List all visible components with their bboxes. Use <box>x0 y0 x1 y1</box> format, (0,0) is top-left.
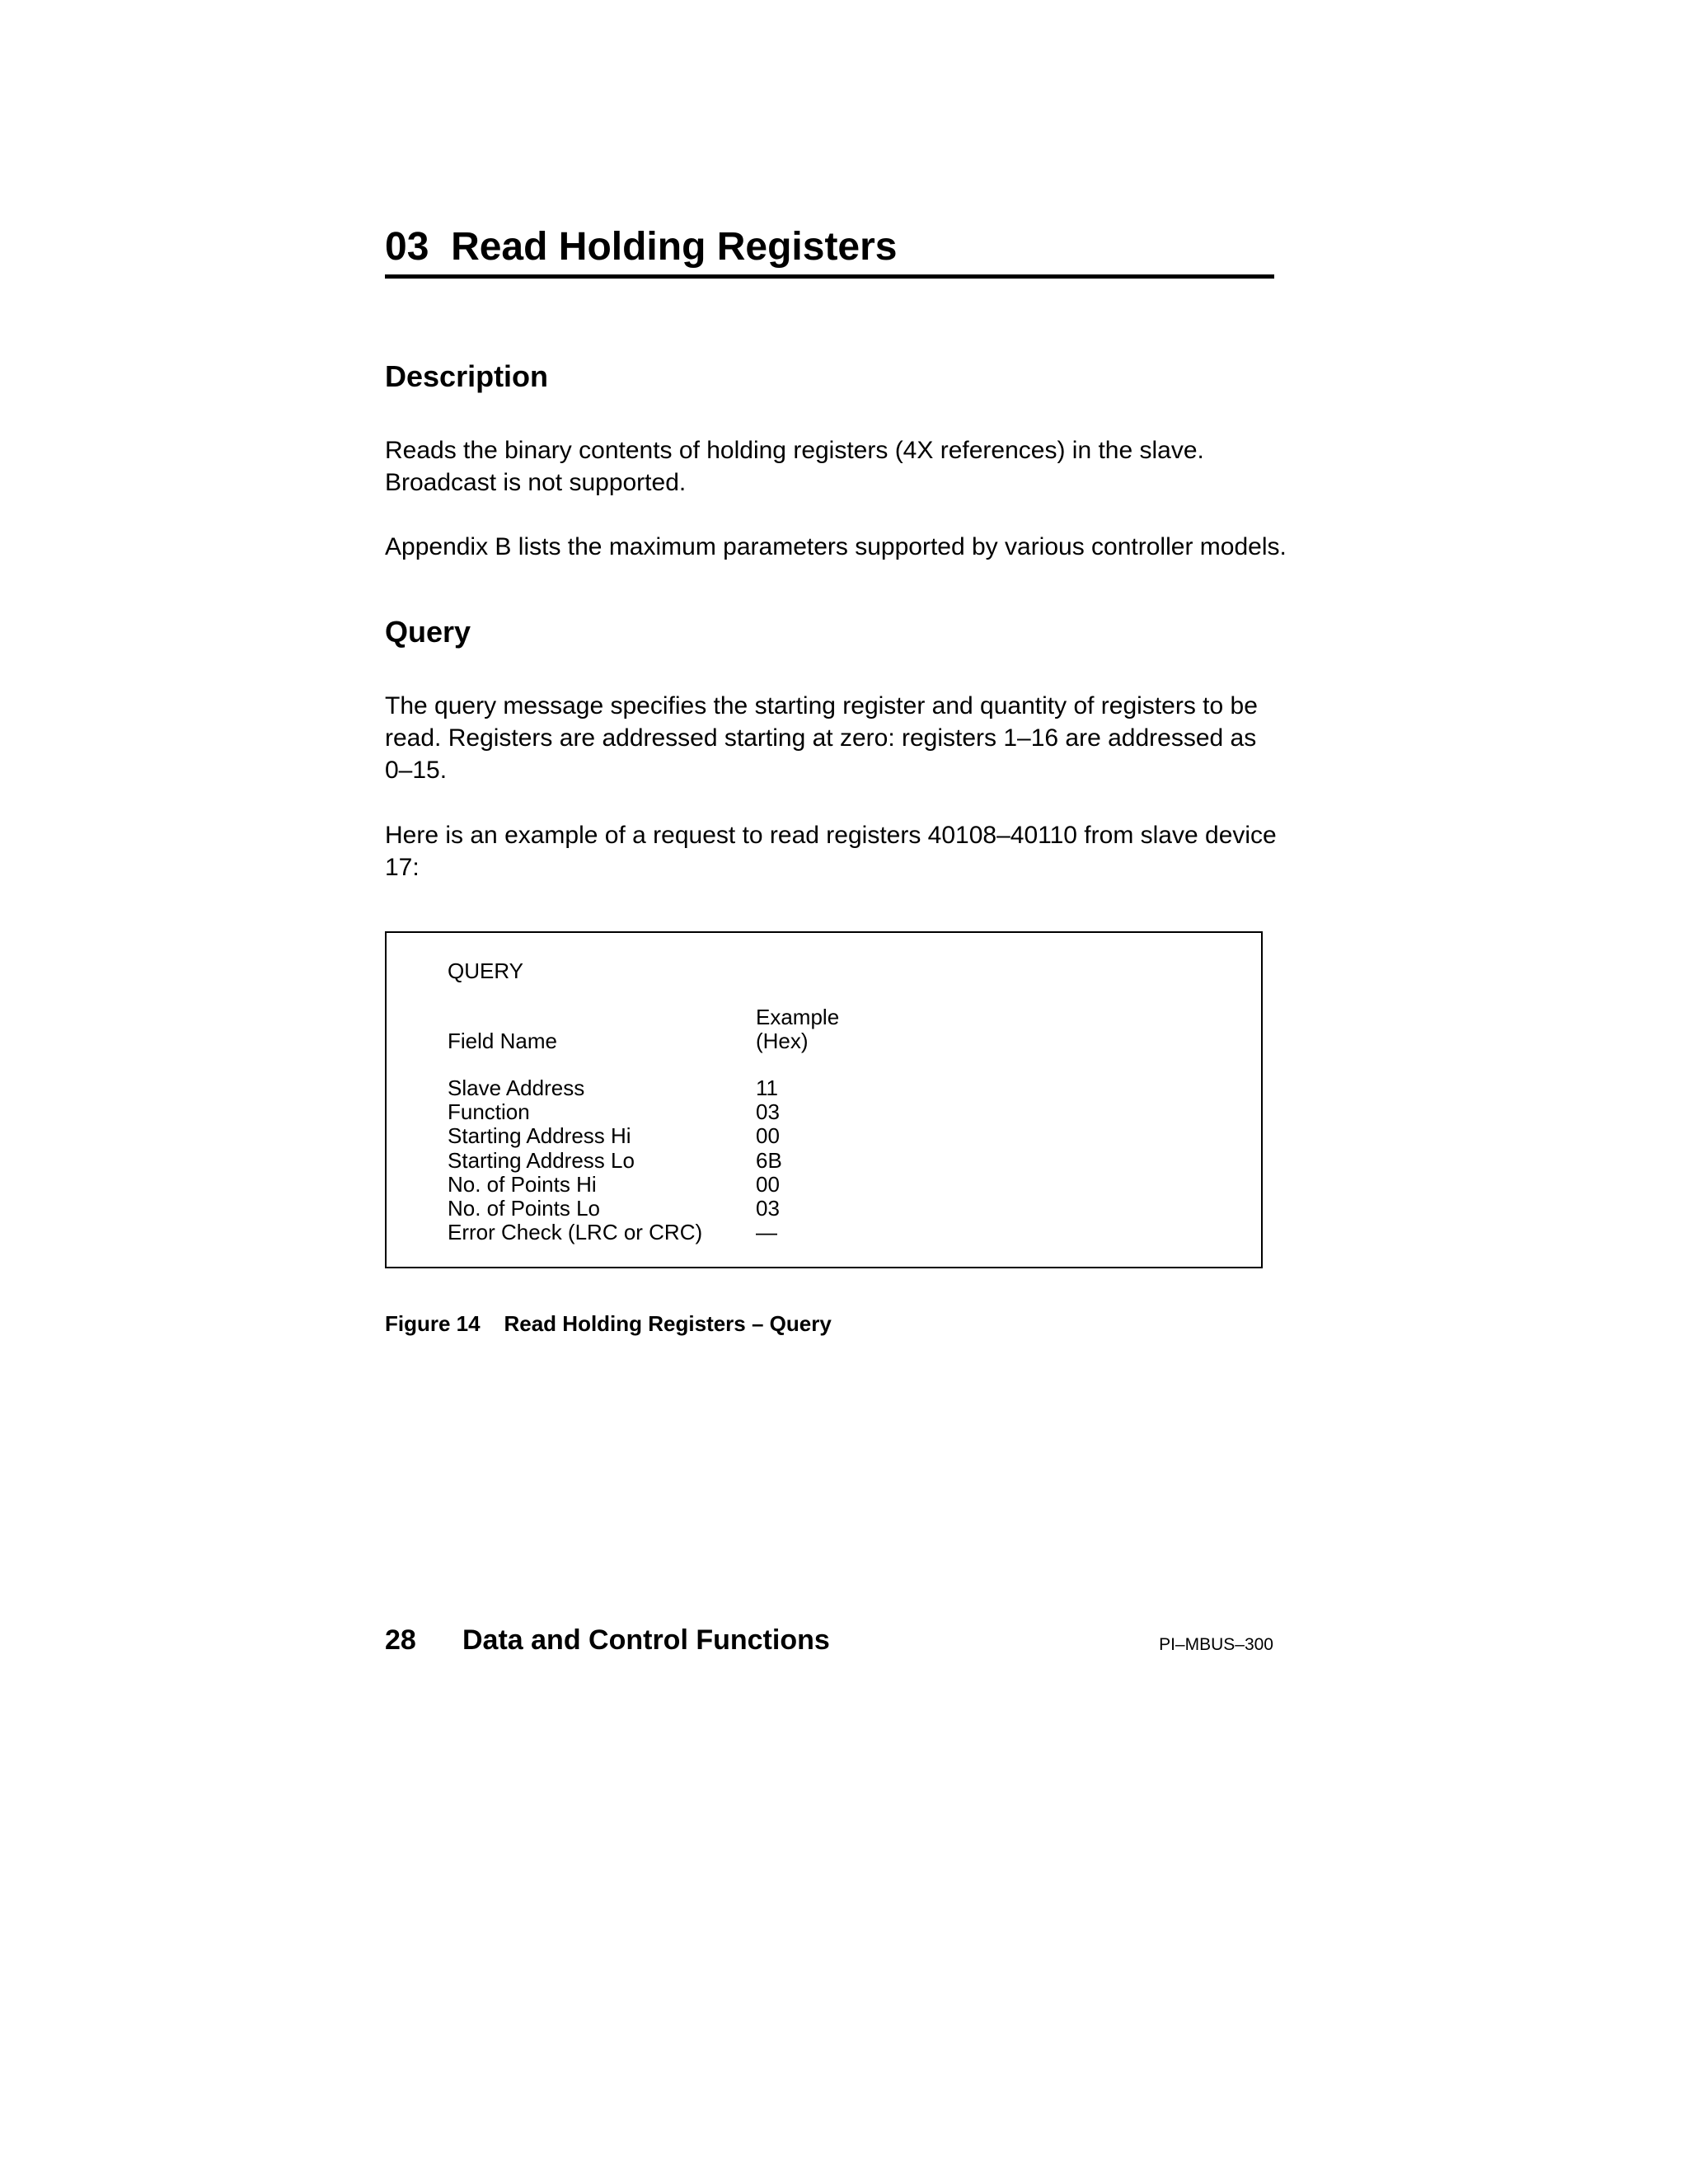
field-name-cell: Starting Address Lo <box>448 1147 635 1173</box>
description-line: Reads the binary contents of holding registers (4X references) in the slave. <box>385 437 1204 464</box>
title-rule <box>385 274 1274 279</box>
example-value-cell: 00 <box>756 1123 780 1149</box>
example-value-cell: 00 <box>756 1171 780 1197</box>
figure-caption: Figure 14 Read Holding Registers – Query <box>385 1311 832 1336</box>
example-value-cell: — <box>756 1220 777 1245</box>
query-line: The query message specifies the starting register and quantity of registers to be <box>385 692 1258 719</box>
example-line: Here is an example of a request to read registers 40108–40110 from slave device <box>385 822 1277 849</box>
query-line: read. Registers are addressed starting at zero: registers 1–16 are addressed as <box>385 724 1257 752</box>
description-paragraph <box>385 434 1287 499</box>
description-heading: Description <box>385 359 549 393</box>
query-line: 0–15. <box>385 757 448 784</box>
example-value-cell: 11 <box>756 1076 778 1100</box>
footer-section-title: Data and Control Functions <box>462 1624 830 1656</box>
field-name-cell: No. of Points Hi <box>448 1171 597 1197</box>
example-value-cell: 6B <box>756 1147 782 1173</box>
page-title: 03 Read Holding Registers <box>385 225 898 269</box>
appendix-paragraph: Appendix B lists the maximum parameters supported by various controller models. <box>385 533 1287 560</box>
field-name-list <box>448 1076 702 1244</box>
example-line: 17: <box>385 854 420 881</box>
query-figure-box <box>385 931 1263 1268</box>
field-name-cell: Error Check (LRC or CRC) <box>448 1220 703 1245</box>
example-value-cell: 03 <box>756 1099 780 1125</box>
field-name-cell: No. of Points Lo <box>448 1195 600 1221</box>
footer-page-number: 28 <box>385 1624 416 1656</box>
description-line: Broadcast is not supported. <box>385 469 687 496</box>
value-column-header-line2: (Hex) <box>756 1029 809 1053</box>
example-value-list <box>756 1076 782 1244</box>
value-column-header-line1: Example <box>756 1005 840 1029</box>
query-heading: Query <box>385 615 471 649</box>
field-name-cell: Slave Address <box>448 1076 585 1100</box>
example-paragraph <box>385 819 1287 883</box>
field-column-header: Field Name <box>448 1029 557 1053</box>
example-value-cell: 03 <box>756 1195 780 1221</box>
footer-doc-id: PI–MBUS–300 <box>1159 1635 1273 1654</box>
query-paragraph <box>385 690 1287 786</box>
field-name-cell: Starting Address Hi <box>448 1123 631 1149</box>
field-name-cell: Function <box>448 1099 530 1125</box>
figure-box-title: QUERY <box>448 958 523 983</box>
